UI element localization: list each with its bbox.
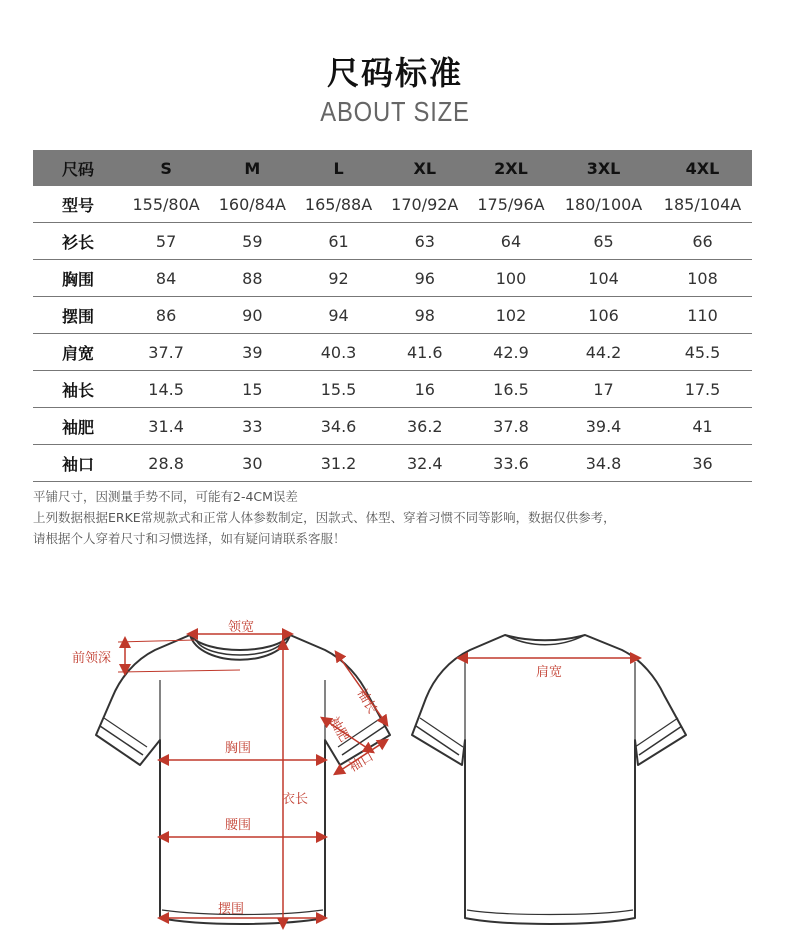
table-row-label: 型号 [33, 186, 123, 223]
shoulder-width-label: 肩宽 [535, 665, 563, 680]
table-cell: 28.8 [123, 445, 209, 482]
table-cell: 92 [295, 260, 381, 297]
table-header-cell: 4XL [653, 150, 752, 186]
table-cell: 34.6 [295, 408, 381, 445]
page-title: 尺码标准 [326, 54, 463, 92]
table-cell: 84 [123, 260, 209, 297]
collar-width-label: 领宽 [227, 620, 255, 635]
table-cell: 66 [653, 223, 752, 260]
table-cell: 180/100A [554, 186, 653, 223]
table-cell: 86 [123, 297, 209, 334]
sleeve-width-label: 袖肥 [325, 714, 352, 745]
table-cell: 45.5 [653, 334, 752, 371]
table-cell: 110 [653, 297, 752, 334]
table-header-cell: S [123, 150, 209, 186]
hem-label: 摆围 [217, 902, 245, 917]
table-cell: 37.8 [468, 408, 554, 445]
table-cell: 104 [554, 260, 653, 297]
table-row [33, 297, 752, 334]
table-cell: 32.4 [382, 445, 468, 482]
table-cell: 65 [554, 223, 653, 260]
table-cell: 41 [653, 408, 752, 445]
table-cell: 16 [382, 371, 468, 408]
table-cell: 108 [653, 260, 752, 297]
table-row [33, 445, 752, 482]
table-cell: 90 [209, 297, 295, 334]
table-cell: 37.7 [123, 334, 209, 371]
table-cell: 36 [653, 445, 752, 482]
table-row [33, 223, 752, 260]
table-row-label: 胸围 [33, 260, 123, 297]
table-cell: 33 [209, 408, 295, 445]
page-subtitle: ABOUT SIZE [320, 96, 470, 127]
table-row [33, 334, 752, 371]
table-row [33, 260, 752, 297]
table-cell: 39.4 [554, 408, 653, 445]
table-cell: 17 [554, 371, 653, 408]
table-cell: 31.4 [123, 408, 209, 445]
table-row-label: 袖口 [33, 445, 123, 482]
note-line: 请根据个人穿着尺寸和习惯选择，如有疑问请联系客服！ [33, 531, 346, 546]
table-cell: 15 [209, 371, 295, 408]
table-cell: 34.8 [554, 445, 653, 482]
table-header-cell: 尺码 [33, 150, 123, 186]
table-cell: 42.9 [468, 334, 554, 371]
cuff-label: 袖口 [346, 749, 377, 776]
table-row [33, 186, 752, 223]
table-row-label: 衫长 [33, 223, 123, 260]
table-cell: 40.3 [295, 334, 381, 371]
table-cell: 88 [209, 260, 295, 297]
table-row [33, 371, 752, 408]
table-cell: 59 [209, 223, 295, 260]
table-cell: 33.6 [468, 445, 554, 482]
table-cell: 30 [209, 445, 295, 482]
table-header-cell: L [295, 150, 381, 186]
table-header-cell: M [209, 150, 295, 186]
table-cell: 96 [382, 260, 468, 297]
table-cell: 175/96A [468, 186, 554, 223]
table-cell: 185/104A [653, 186, 752, 223]
table-header-cell: 2XL [468, 150, 554, 186]
table-cell: 170/92A [382, 186, 468, 223]
table-cell: 31.2 [295, 445, 381, 482]
table-header-row [33, 150, 752, 186]
waist-label: 腰围 [224, 818, 252, 833]
table-cell: 106 [554, 297, 653, 334]
table-cell: 17.5 [653, 371, 752, 408]
table-row-label: 肩宽 [33, 334, 123, 371]
table-cell: 36.2 [382, 408, 468, 445]
table-cell: 44.2 [554, 334, 653, 371]
table-row-label: 摆围 [33, 297, 123, 334]
table-cell: 63 [382, 223, 468, 260]
table-row [33, 408, 752, 445]
table-cell: 155/80A [123, 186, 209, 223]
table-header-cell: 3XL [554, 150, 653, 186]
table-cell: 57 [123, 223, 209, 260]
size-notes [33, 486, 616, 549]
table-cell: 15.5 [295, 371, 381, 408]
front-neck-depth-label: 前领深 [72, 651, 112, 666]
table-cell: 98 [382, 297, 468, 334]
table-cell: 100 [468, 260, 554, 297]
table-row-label: 袖肥 [33, 408, 123, 445]
chest-label: 胸围 [224, 741, 252, 756]
table-cell: 160/84A [209, 186, 295, 223]
tshirt-measure-diagram [0, 600, 790, 950]
table-cell: 14.5 [123, 371, 209, 408]
table-row-label: 袖长 [33, 371, 123, 408]
size-table [33, 150, 752, 482]
table-cell: 61 [295, 223, 381, 260]
note-line: 上列数据根据ERKE常规款式和正常人体参数制定，因款式、体型、穿着习惯不同等影响，数据仅供参考， [33, 510, 616, 525]
table-cell: 39 [209, 334, 295, 371]
front-tshirt [96, 635, 390, 924]
note-line: 平铺尺寸，因测量手势不同，可能有2-4CM误差 [33, 489, 298, 504]
table-cell: 165/88A [295, 186, 381, 223]
sleeve-length-label: 袖长 [353, 686, 380, 717]
length-label: 衣长 [282, 792, 309, 807]
table-cell: 102 [468, 297, 554, 334]
table-cell: 64 [468, 223, 554, 260]
table-cell: 41.6 [382, 334, 468, 371]
table-cell: 94 [295, 297, 381, 334]
table-header-cell: XL [382, 150, 468, 186]
table-cell: 16.5 [468, 371, 554, 408]
